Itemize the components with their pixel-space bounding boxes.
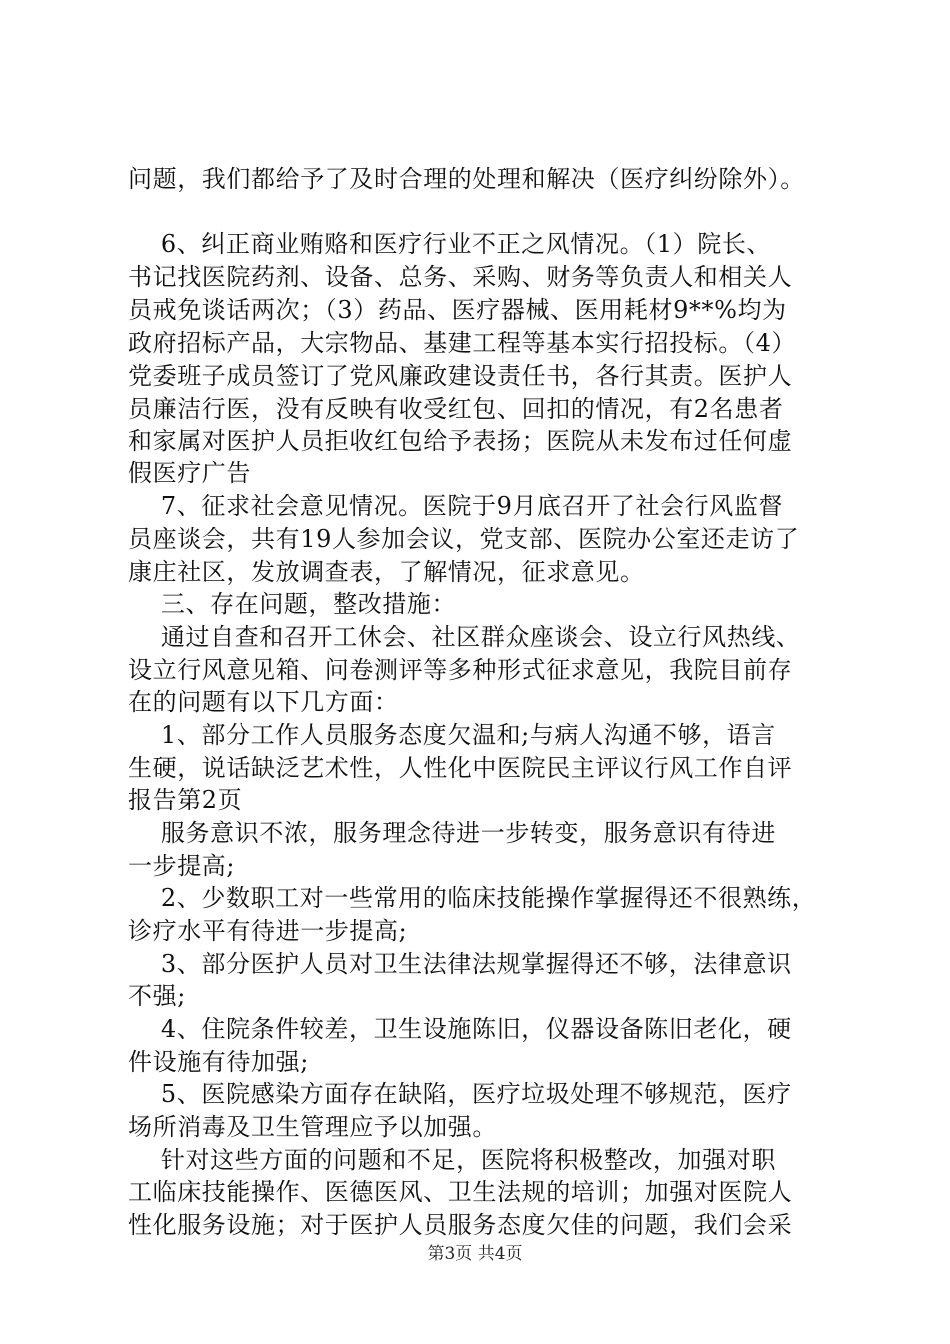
text-line: 员戒免谈话两次；（3）药品、医疗器械、医用耗材9**%均为: [128, 296, 787, 324]
text-line: 诊疗水平有待进一步提高;: [128, 917, 408, 945]
text-line: 针对这些方面的问题和不足，医院将积极整改，加强对职: [128, 1146, 776, 1174]
text-line: 场所消毒及卫生管理应予以加强。: [128, 1113, 497, 1141]
text-line: 一步提高;: [128, 852, 236, 880]
text-line: 不强;: [128, 982, 186, 1010]
text-line: 通过自查和召开工休会、社区群众座谈会、设立行风热线、: [128, 623, 801, 651]
text-line: 员座谈会，共有19人参加会议，党支部、医院办公室还走访了: [128, 525, 800, 553]
text-line: 报告第2页: [128, 786, 243, 814]
text-line: 三、存在问题，整改措施：: [128, 590, 457, 618]
text-line: 1、部分工作人员服务态度欠温和;与病人沟通不够，语言: [128, 721, 776, 749]
text-line: 在的问题有以下几方面：: [128, 688, 399, 716]
text-line: 件设施有待加强;: [128, 1048, 309, 1076]
text-line: 党委班子成员签订了党风廉政建设责任书，各行其责。医护人: [128, 362, 793, 390]
text-line: 员廉洁行医，没有反映有收受红包、回扣的情况，有2名患者: [128, 395, 784, 423]
text-line: 5、医院感染方面存在缺陷，医疗垃圾处理不够规范，医疗: [128, 1080, 792, 1108]
text-line: 4、住院条件较差，卫生设施陈旧，仪器设备陈旧老化，硬: [128, 1015, 792, 1043]
page-footer: 第3页 共4页: [427, 1244, 523, 1264]
text-line: 康庄社区，发放调查表，了解情况，征求意见。: [128, 558, 645, 586]
text-line: 和家属对医护人员拒收红包给予表扬；医院从未发布过任何虚: [128, 427, 793, 455]
text-line: 问题，我们都给予了及时合理的处理和解决（医疗纠纷除外）。: [128, 165, 805, 193]
text-line: 工临床技能操作、医德医风、卫生法规的培训；加强对医院人: [128, 1178, 793, 1206]
text-line: 政府招标产品，大宗物品、基建工程等基本实行招投标。（4）: [128, 329, 797, 357]
text-line: 2、少数职工对一些常用的临床技能操作掌握得还不很熟练，: [128, 884, 817, 912]
text-line: 生硬，说话缺泛艺术性，人性化中医院民主评议行风工作自评: [128, 754, 793, 782]
text-line: 7、征求社会意见情况。医院于9月底召开了社会行风监督: [128, 492, 784, 520]
text-line: 服务意识不浓，服务理念待进一步转变，服务意识有待进: [128, 819, 776, 847]
text-line: 设立行风意见箱、问卷测评等多种形式征求意见，我院目前存: [128, 656, 793, 684]
text-line: 假医疗广告: [128, 459, 251, 487]
text-line: 性化服务设施；对于医护人员服务态度欠佳的问题，我们会采: [128, 1211, 793, 1239]
text-line: 3、部分医护人员对卫生法律法规掌握得还不够，法律意识: [128, 950, 792, 978]
text-line: 书记找医院药剂、设备、总务、采购、财务等负责人和相关人: [128, 263, 793, 291]
text-line: 6、纠正商业贿赂和医疗行业不正之风情况。（1）院长、: [128, 230, 772, 258]
